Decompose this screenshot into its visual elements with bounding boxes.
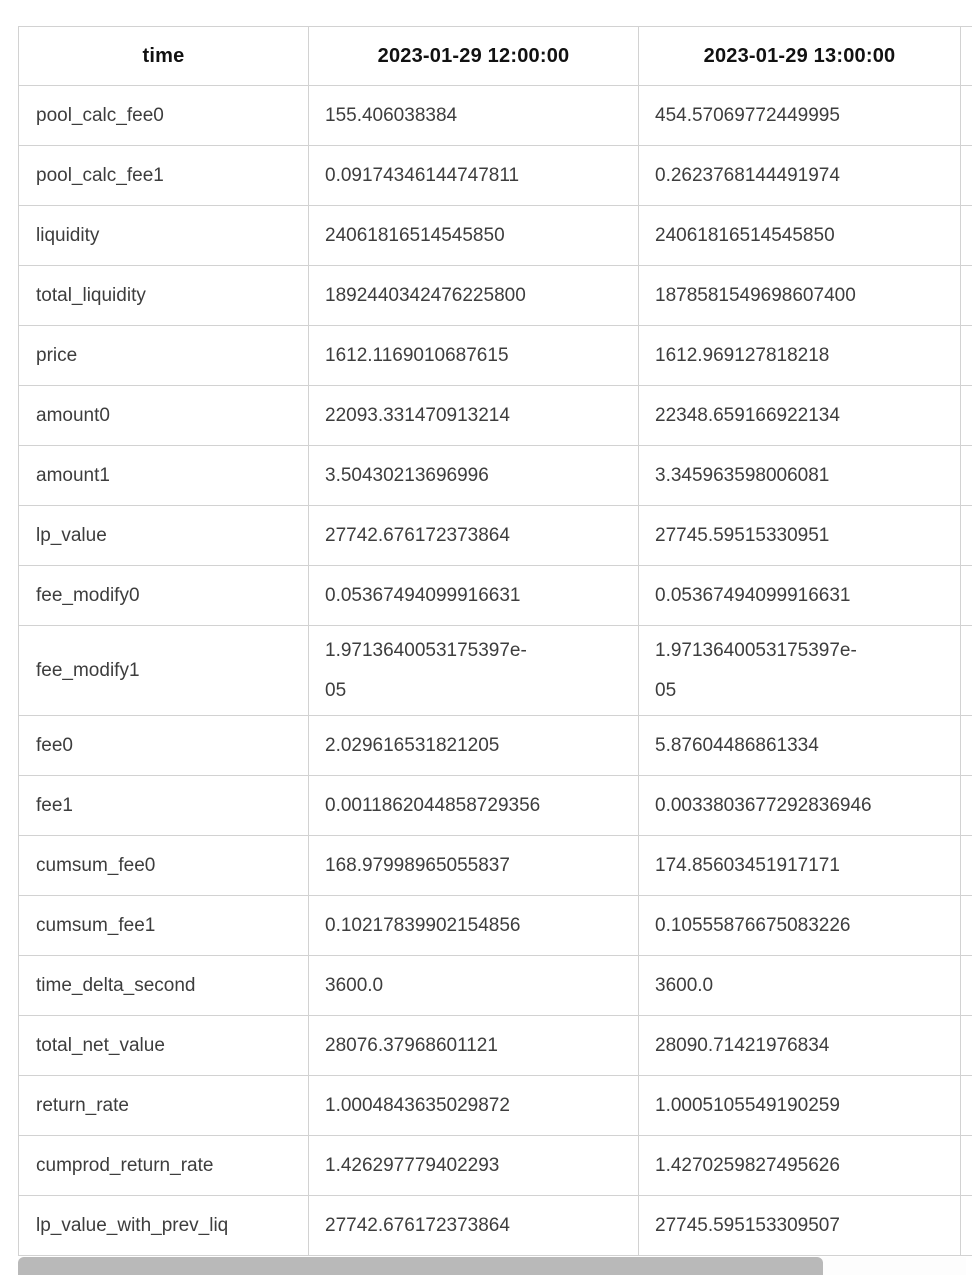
row-label: time_delta_second xyxy=(19,956,309,1016)
cell-clipped xyxy=(961,566,972,626)
cell-clipped xyxy=(961,386,972,446)
cell-value: 5.87604486861334 xyxy=(639,716,961,776)
cell-clipped xyxy=(961,506,972,566)
cell-value: 3.50430213696996 xyxy=(309,446,639,506)
column-header-time: time xyxy=(19,27,309,86)
row-label: total_liquidity xyxy=(19,266,309,326)
cell-value: 27745.59515330951 xyxy=(639,506,961,566)
table-row xyxy=(19,776,972,836)
cell-value: 0.0011862044858729356 xyxy=(309,776,639,836)
cell-clipped xyxy=(961,776,972,836)
row-label: cumsum_fee1 xyxy=(19,896,309,956)
cell-value: 3.345963598006081 xyxy=(639,446,961,506)
cell-value: 454.57069772449995 xyxy=(639,86,961,146)
row-label: fee1 xyxy=(19,776,309,836)
cell-clipped xyxy=(961,446,972,506)
row-label: pool_calc_fee1 xyxy=(19,146,309,206)
cell-value: 1.4270259827495626 xyxy=(639,1136,961,1196)
cell-clipped xyxy=(961,1076,972,1136)
cell-value: 0.05367494099916631 xyxy=(309,566,639,626)
cell-value: 168.97998965055837 xyxy=(309,836,639,896)
cell-value: 1.9713640053175397e-05 xyxy=(309,626,639,716)
table-row xyxy=(19,566,972,626)
cell-value: 1612.969127818218 xyxy=(639,326,961,386)
row-label: cumprod_return_rate xyxy=(19,1136,309,1196)
header-row xyxy=(19,27,972,86)
cell-clipped xyxy=(961,1136,972,1196)
column-header-clipped xyxy=(961,27,972,86)
table-row xyxy=(19,146,972,206)
row-label: total_net_value xyxy=(19,1016,309,1076)
row-label: cumsum_fee0 xyxy=(19,836,309,896)
cell-value: 0.10555876675083226 xyxy=(639,896,961,956)
row-label: price xyxy=(19,326,309,386)
table-row xyxy=(19,86,972,146)
cell-value: 0.2623768144491974 xyxy=(639,146,961,206)
cell-value: 28090.71421976834 xyxy=(639,1016,961,1076)
data-table xyxy=(18,26,972,1256)
table-row xyxy=(19,1076,972,1136)
cell-value: 0.0033803677292836946 xyxy=(639,776,961,836)
cell-value: 1892440342476225800 xyxy=(309,266,639,326)
row-label: fee_modify0 xyxy=(19,566,309,626)
cell-value: 155.406038384 xyxy=(309,86,639,146)
cell-clipped xyxy=(961,266,972,326)
row-label: amount0 xyxy=(19,386,309,446)
table-scroll-container[interactable] xyxy=(18,26,972,1257)
cell-value: 3600.0 xyxy=(639,956,961,1016)
table-row xyxy=(19,266,972,326)
cell-value: 1878581549698607400 xyxy=(639,266,961,326)
horizontal-scrollbar-track[interactable] xyxy=(18,1257,966,1275)
row-label: lp_value xyxy=(19,506,309,566)
row-label: amount1 xyxy=(19,446,309,506)
table-row xyxy=(19,386,972,446)
table-row xyxy=(19,1016,972,1076)
cell-value: 1.9713640053175397e-05 xyxy=(639,626,961,716)
cell-value: 22093.331470913214 xyxy=(309,386,639,446)
cell-value: 0.05367494099916631 xyxy=(639,566,961,626)
cell-clipped xyxy=(961,1196,972,1256)
cell-value: 22348.659166922134 xyxy=(639,386,961,446)
cell-clipped xyxy=(961,1016,972,1076)
table-row xyxy=(19,956,972,1016)
cell-value: 0.10217839902154856 xyxy=(309,896,639,956)
cell-value: 3600.0 xyxy=(309,956,639,1016)
table-row xyxy=(19,716,972,776)
cell-value: 1612.1169010687615 xyxy=(309,326,639,386)
cell-clipped xyxy=(961,146,972,206)
column-header-timestamp1: 2023-01-29 12:00:00 xyxy=(309,27,639,86)
cell-value: 24061816514545850 xyxy=(639,206,961,266)
cell-clipped xyxy=(961,326,972,386)
table-row xyxy=(19,1136,972,1196)
cell-value: 1.0004843635029872 xyxy=(309,1076,639,1136)
table-row xyxy=(19,206,972,266)
cell-value: 27745.595153309507 xyxy=(639,1196,961,1256)
cell-value: 24061816514545850 xyxy=(309,206,639,266)
cell-value: 174.85603451917171 xyxy=(639,836,961,896)
table-row xyxy=(19,506,972,566)
cell-value: 28076.37968601121 xyxy=(309,1016,639,1076)
cell-clipped xyxy=(961,206,972,266)
cell-value: 27742.676172373864 xyxy=(309,1196,639,1256)
row-label: return_rate xyxy=(19,1076,309,1136)
row-label: lp_value_with_prev_liq xyxy=(19,1196,309,1256)
row-label: fee_modify1 xyxy=(19,626,309,716)
cell-clipped xyxy=(961,956,972,1016)
table-row xyxy=(19,446,972,506)
table-row xyxy=(19,1196,972,1256)
cell-clipped xyxy=(961,836,972,896)
column-header-timestamp2: 2023-01-29 13:00:00 xyxy=(639,27,961,86)
cell-clipped xyxy=(961,86,972,146)
cell-value: 1.0005105549190259 xyxy=(639,1076,961,1136)
cell-clipped xyxy=(961,626,972,716)
cell-value: 2.029616531821205 xyxy=(309,716,639,776)
table-row xyxy=(19,626,972,716)
cell-clipped xyxy=(961,896,972,956)
row-label: pool_calc_fee0 xyxy=(19,86,309,146)
cell-value: 1.426297779402293 xyxy=(309,1136,639,1196)
horizontal-scrollbar-thumb[interactable] xyxy=(18,1257,823,1275)
cell-clipped xyxy=(961,716,972,776)
cell-value: 0.09174346144747811 xyxy=(309,146,639,206)
cell-value: 27742.676172373864 xyxy=(309,506,639,566)
row-label: fee0 xyxy=(19,716,309,776)
table-row xyxy=(19,836,972,896)
row-label: liquidity xyxy=(19,206,309,266)
table-row xyxy=(19,326,972,386)
table-row xyxy=(19,896,972,956)
